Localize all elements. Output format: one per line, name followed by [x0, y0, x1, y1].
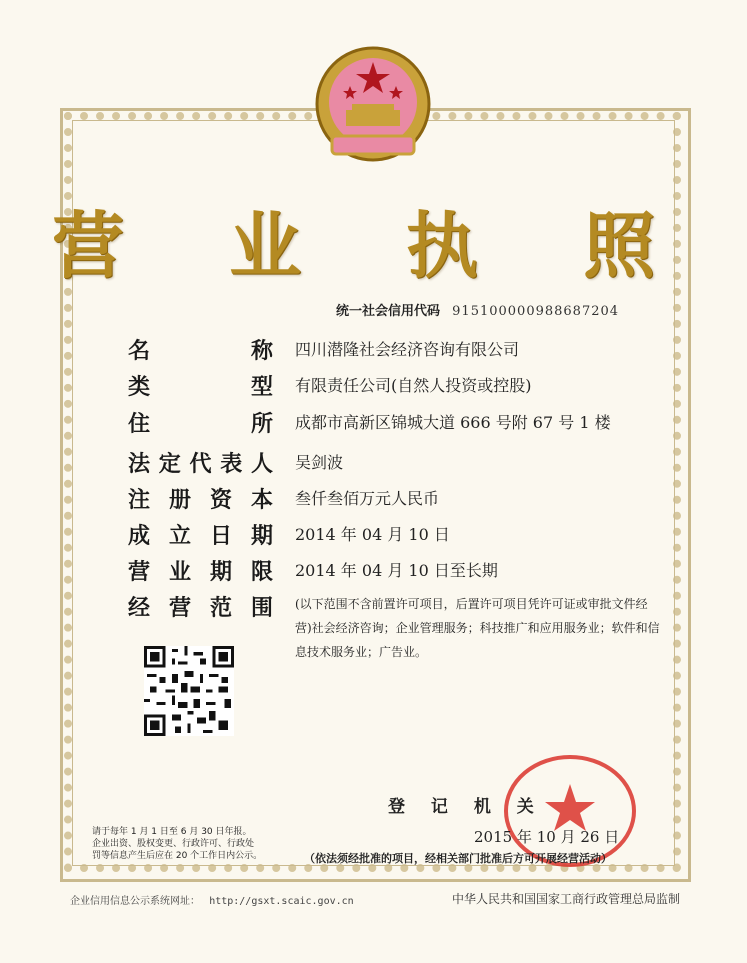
scope-line: 营)社会经济咨询；企业管理服务；科技推广和应用服务业；软件和信 — [295, 621, 660, 635]
footer-supervisor: 中华人民共和国国家工商行政管理总局监制 — [452, 892, 681, 906]
scope-line: (以下范围不含前置许可项目，后置许可项目凭许可证或审批文件经 — [295, 597, 648, 611]
field-label: 名 称 — [128, 339, 273, 364]
field-establishment-date — [0, 519, 747, 549]
notice-line: 企业出资、股权变更、行政许可、行政处 — [92, 839, 255, 849]
field-legal-representative — [0, 447, 747, 477]
credit-code-label: 统一社会信用代码 — [336, 304, 441, 319]
field-name — [0, 334, 747, 364]
field-value: 有限责任公司(自然人投资或控股) — [295, 376, 532, 395]
field-registered-capital — [0, 483, 747, 513]
notice-line: 罚等信息产生后应在 20 个工作日内公示。 — [92, 851, 263, 861]
field-value: 2014 年 04 月 10 日至长期 — [295, 561, 498, 580]
credit-code-value: 915100000988687204 — [452, 304, 620, 319]
business-scope-text — [295, 592, 695, 664]
field-value: 四川潜隆社会经济咨询有限公司 — [295, 340, 520, 359]
field-value: 2014 年 04 月 10 日 — [295, 525, 450, 544]
notice-line: 请于每年 1 月 1 日至 6 月 30 日年报。 — [92, 827, 252, 837]
field-value: 叁仟叁佰万元人民币 — [295, 489, 440, 508]
field-label: 类 型 — [128, 375, 273, 400]
scope-line: 息技术服务业；广告业。 — [295, 645, 428, 659]
field-value: 吴剑波 — [295, 453, 344, 472]
field-business-term — [0, 555, 747, 585]
approval-tip: （依法须经批准的项目，经相关部门批准后方可开展经营活动） — [304, 852, 612, 865]
field-label: 经营范围 — [128, 596, 273, 621]
annual-report-notice — [92, 826, 282, 862]
field-label: 住 所 — [128, 412, 273, 437]
field-value: 成都市高新区锦城大道 666 号附 67 号 1 楼 — [295, 413, 611, 432]
issue-date: 2015 年 10 月 26 日 — [474, 828, 620, 846]
footer-credit-system — [70, 892, 354, 907]
field-address — [0, 407, 747, 437]
footer-url-link[interactable]: http://gsxt.scaic.gov.cn — [209, 896, 354, 907]
field-label: 法定代表人 — [128, 452, 273, 477]
footer-label: 企业信用信息公示系统网址： — [70, 896, 200, 907]
field-label: 成立日期 — [128, 524, 273, 549]
field-type — [0, 370, 747, 400]
registration-authority-label: 登 记 机 关 — [388, 797, 544, 817]
national-emblem-icon — [308, 44, 438, 168]
field-label: 营业期限 — [128, 560, 273, 585]
credit-code-row — [336, 300, 619, 319]
qr-code[interactable] — [144, 646, 234, 736]
document-title: 营 业 执 照 — [51, 203, 696, 288]
field-label: 注册资本 — [128, 488, 273, 513]
